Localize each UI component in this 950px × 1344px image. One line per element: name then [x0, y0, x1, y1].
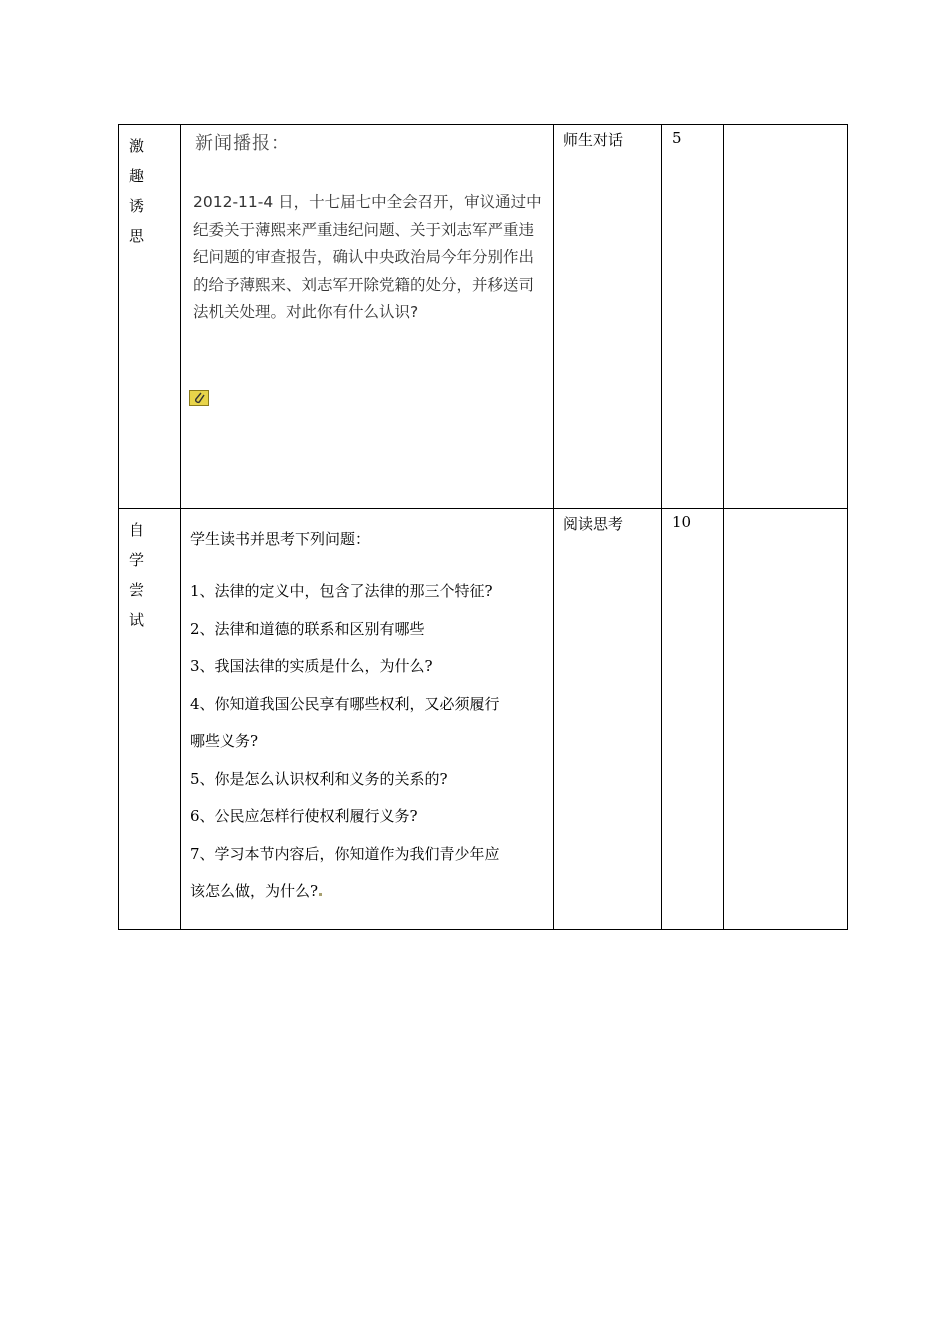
- note-cell: [724, 509, 848, 930]
- list-item: 3、我国法律的实质是什么，为什么?: [190, 657, 433, 675]
- question-list: [181, 509, 553, 911]
- note-cell: [724, 125, 848, 509]
- minutes-cell: [662, 125, 724, 509]
- method-text: 师生对话: [563, 131, 624, 149]
- content-cell: [181, 509, 554, 930]
- method-cell: [554, 125, 662, 509]
- minutes-cell: [662, 509, 724, 930]
- list-item: 5、你是怎么认识权利和义务的关系的?: [190, 769, 448, 788]
- list-item: 6、公民应怎样行使权利履行义务?: [190, 807, 418, 825]
- stage-cell: [119, 509, 181, 930]
- minutes-text: 10: [672, 513, 692, 531]
- list-item: 1、法律的定义中，包含了法律的那三个特征?: [190, 582, 493, 600]
- lesson-plan-table: [118, 124, 848, 930]
- table-row: [119, 125, 848, 509]
- news-body: 2012-11-4 日，十七届七中全会召开，审议通过中纪委关于薄熙来严重违纪问题、关于刘志军严重违纪问题的审查报告，确认中央政治局今年分别作出的给予薄熙来、刘志军开除党籍的处分，并移送司法机关处理。对此你有什么认识?: [193, 193, 542, 321]
- stage-cell: [119, 125, 181, 509]
- list-item: 该怎么做，为什么?: [190, 873, 553, 911]
- stage-label: 激 趣 诱 思: [129, 137, 145, 245]
- minutes-text: 5: [672, 129, 682, 147]
- table-row: [119, 509, 848, 930]
- news-title: 新闻播报：: [195, 133, 290, 154]
- list-item: 2、法律和道德的联系和区别有哪些: [190, 619, 425, 638]
- marker-dot: [319, 893, 322, 896]
- list-item: 4、你知道我国公民享有哪些权利，又必须履行: [190, 694, 500, 713]
- method-cell: [554, 509, 662, 930]
- stage-label: 自 学 尝 试: [129, 521, 145, 629]
- list-item: 7、学习本节内容后，你知道作为我们青少年应: [190, 844, 500, 863]
- method-text: 阅读思考: [563, 515, 624, 533]
- list-item: 哪些义务?: [190, 732, 259, 750]
- question-lead: 学生读书并思考下列问题：: [190, 530, 371, 548]
- content-cell: [181, 125, 554, 509]
- attachment-icon[interactable]: [189, 390, 209, 406]
- news-image: [181, 125, 553, 508]
